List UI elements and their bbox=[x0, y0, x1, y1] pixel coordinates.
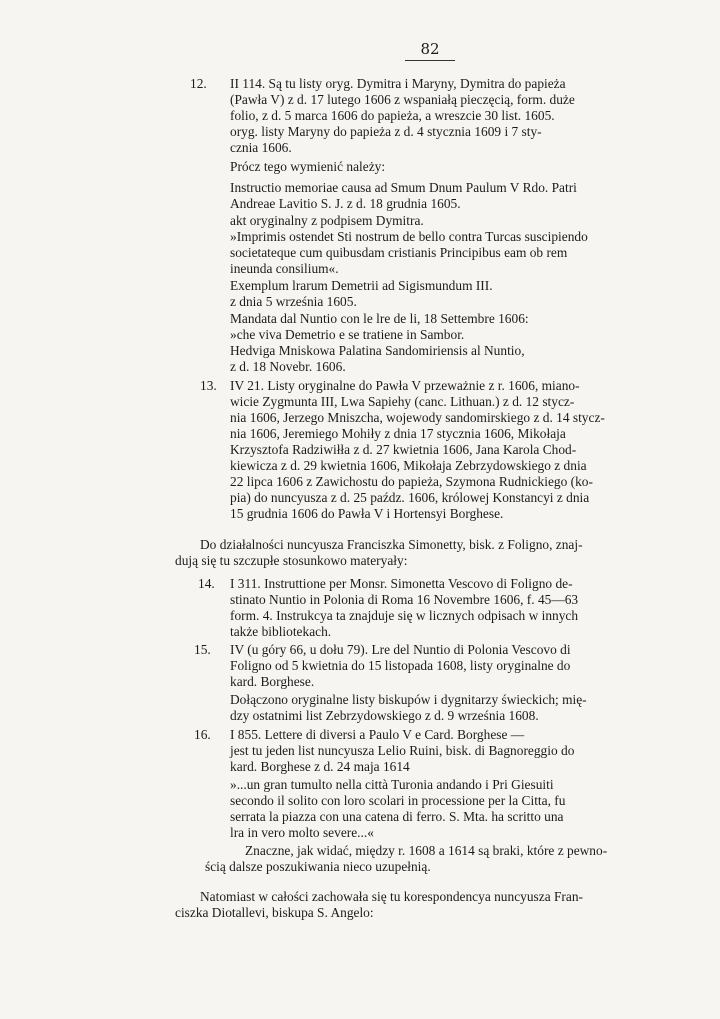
text-line: kiewicza z d. 29 kwietnia 1606, Mikołaja Zebrzydowskiego z dnia bbox=[230, 458, 587, 473]
text-line: Natomiast w całości zachowała się tu korespondencya nuncyusza Fran- bbox=[200, 889, 583, 904]
text-line: oryg. listy Maryny do papieża z d. 4 stycznia 1609 i 7 sty- bbox=[230, 124, 542, 139]
text-line: II 114. Są tu listy oryg. Dymitra i Maryny, Dymitra do papieża bbox=[230, 76, 566, 91]
text-line: Do działalności nuncyusza Franciszka Simonetty, bisk. z Foligno, znaj- bbox=[200, 537, 583, 552]
text-line: serrata la piazza con una catena di ferro. S. Mta. ha scritto una bbox=[230, 809, 564, 824]
text-line: Krzysztofa Radziwiłła z d. 27 kwietnia 1606, Jana Karola Chod- bbox=[230, 442, 577, 457]
text-line: ścią dalsze poszukiwania nieco uzupełnią. bbox=[205, 859, 431, 874]
text-line: nia 1606, Jeremiego Mohiły z dnia 17 stycznia 1606, Mikołaja bbox=[230, 426, 566, 441]
page-number: 82 bbox=[420, 40, 440, 58]
text-line: ciszka Diotallevi, biskupa S. Angelo: bbox=[175, 905, 374, 920]
text-line: I 311. Instruttione per Monsr. Simonetta Vescovo di Foligno de- bbox=[230, 576, 573, 591]
text-line: ineunda consilium«. bbox=[230, 261, 339, 276]
text-line: dzy ostatnimi list Zebrzydowskiego z d. 9 września 1608. bbox=[230, 708, 539, 723]
item-number-12: 12. bbox=[190, 76, 207, 91]
text-line: Hedviga Mniskowa Palatina Sandomiriensis al Nuntio, bbox=[230, 343, 525, 358]
text-line: »Imprimis ostendet Sti nostrum de bello contra Turcas suscipiendo bbox=[230, 229, 588, 244]
text-line: secondo il solito con loro scolari in processione per la Citta, fu bbox=[230, 793, 566, 808]
text-line: pia) do nuncyusza z d. 25 paźdz. 1606, królowej Konstancyi z dnia bbox=[230, 490, 590, 505]
text-line: Instructio memoriae causa ad Smum Dnum Paulum V Rdo. Patri bbox=[230, 180, 577, 195]
item-number-15: 15. bbox=[194, 642, 211, 657]
text-line: stinato Nuntio in Polonia di Roma 16 Novembre 1606, f. 45—63 bbox=[230, 592, 579, 607]
text-line: cznia 1606. bbox=[230, 140, 292, 155]
text-line: 15 grudnia 1606 do Pawła V i Hortensyi Borghese. bbox=[230, 506, 504, 521]
text-line: z d. 18 Novebr. 1606. bbox=[230, 359, 346, 374]
text-line: folio, z d. 5 marca 1606 do papieża, a wreszcie 30 list. 1605. bbox=[230, 108, 555, 123]
text-line: Foligno od 5 kwietnia do 15 listopada 1608, listy oryginalne do bbox=[230, 658, 571, 673]
text-line: I 855. Lettere di diversi a Paulo V e Card. Borghese — bbox=[230, 727, 525, 742]
text-line: form. 4. Instrukcya ta znajduje się w licznych odpisach w innych bbox=[230, 608, 579, 623]
item-number-16: 16. bbox=[194, 727, 211, 742]
text-line: kard. Borghese z d. 24 maja 1614 bbox=[230, 759, 410, 774]
text-line: Mandata dal Nuntio con le lre de li, 18 Settembre 1606: bbox=[230, 311, 529, 326]
text-line: Prócz tego wymienić należy: bbox=[230, 159, 386, 174]
text-line: »che viva Demetrio e se tratiene in Sambor. bbox=[230, 327, 465, 342]
text-line: także bibliotekach. bbox=[230, 624, 332, 639]
text-line: z dnia 5 września 1605. bbox=[230, 294, 357, 309]
text-line: jest tu jeden list nuncyusza Lelio Ruini, bisk. di Bagnoreggio do bbox=[230, 743, 575, 758]
text-line: Exemplum lrarum Demetrii ad Sigismundum III. bbox=[230, 278, 493, 293]
text-line: nia 1606, Jerzego Mniszcha, wojewody sandomirskiego z d. 14 stycz- bbox=[230, 410, 605, 425]
page-number-rule bbox=[405, 60, 455, 61]
text-line: IV 21. Listy oryginalne do Pawła V przeważnie z r. 1606, miano- bbox=[230, 378, 580, 393]
text-line: »...un gran tumulto nella città Turonia andando i Pri Giesuiti bbox=[230, 777, 554, 792]
text-line: Dołączono oryginalne listy biskupów i dygnitarzy świeckich; mię- bbox=[230, 692, 587, 707]
text-line: kard. Borghese. bbox=[230, 674, 315, 689]
text-line: akt oryginalny z podpisem Dymitra. bbox=[230, 213, 424, 228]
text-line: societateque cum quibusdam cristianis Principibus eam ob rem bbox=[230, 245, 568, 260]
text-line: dują się tu szczupłe stosunkowo materyały: bbox=[175, 553, 408, 568]
item-number-14: 14. bbox=[198, 576, 215, 591]
text-line: Andreae Lavitio S. J. z d. 18 grudnia 1605. bbox=[230, 196, 461, 211]
text-line: IV (u góry 66, u dołu 79). Lre del Nuntio di Polonia Vescovo di bbox=[230, 642, 571, 657]
text-line: lra in vero molto severe...« bbox=[230, 825, 374, 840]
text-line: 22 lipca 1606 z Zawichostu do papieża, Szymona Rudnickiego (ko- bbox=[230, 474, 593, 489]
text-line: wicie Zygmunta III, Lwa Sapiehy (canc. Lithuan.) z d. 12 stycz- bbox=[230, 394, 575, 409]
text-line: Znaczne, jak widać, między r. 1608 a 1614 są braki, które z pewno- bbox=[245, 843, 608, 858]
item-number-13: 13. bbox=[200, 378, 217, 393]
text-line: (Pawła V) z d. 17 lutego 1606 z wspaniałą pieczęcią, form. duże bbox=[230, 92, 575, 107]
